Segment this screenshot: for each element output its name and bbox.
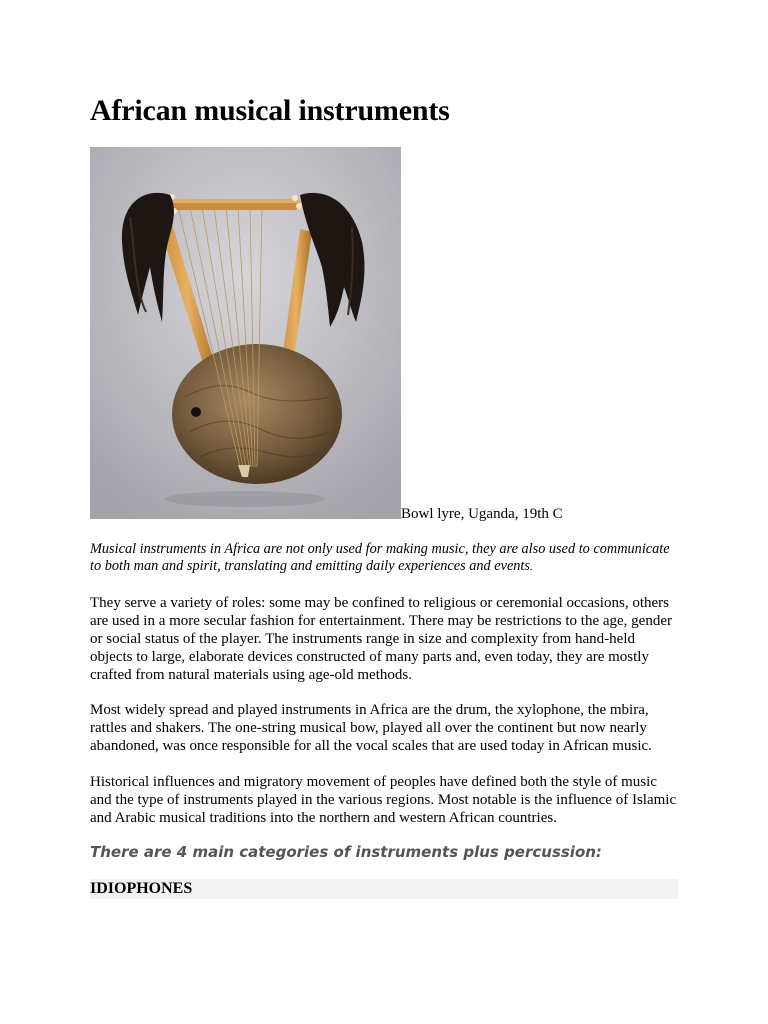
figure-caption: Bowl lyre, Uganda, 19th C (401, 506, 563, 522)
section-heading-bar (90, 879, 678, 899)
body-paragraph: Most widely spread and played instruments in Africa are the drum, the xylophone, the mbira, rattles and shakers. The one-string musical bow, played all over the continent but now nearly abandoned, was once responsible for all the vocal scales that are used today in African music. (90, 702, 652, 754)
bowl-lyre-photo (90, 147, 401, 519)
categories-subheading: There are 4 main categories of instruments plus percussion: (90, 843, 602, 861)
body-paragraph: They serve a variety of roles: some may be confined to religious or ceremonial occasions, others are used in a more secular fashion for entertainment. There may be restrictions to the age, gender or social status of the player. The instruments range in size and complexity from hand-held objects to large, elaborate devices constructed of many parts and, even today, they are mostly crafted from natural materials using age-old methods. (90, 595, 672, 683)
section-heading-idiophones: IDIOPHONES (90, 880, 193, 897)
intro-text: Musical instruments in Africa are not only used for making music, they are also used to communicate to both man and spirit, translating and emitting daily experiences and events (90, 541, 670, 574)
page-title: African musical instruments (90, 94, 450, 127)
intro-end-mark: . (529, 561, 533, 573)
figure (90, 147, 678, 527)
intro-paragraph (90, 541, 678, 576)
body-paragraph: Historical influences and migratory movement of peoples have defined both the style of music and the type of instruments played in the various regions. Most notable is the influence of Islamic and Arabic musical traditions into the northern and western African countries. (90, 774, 677, 826)
